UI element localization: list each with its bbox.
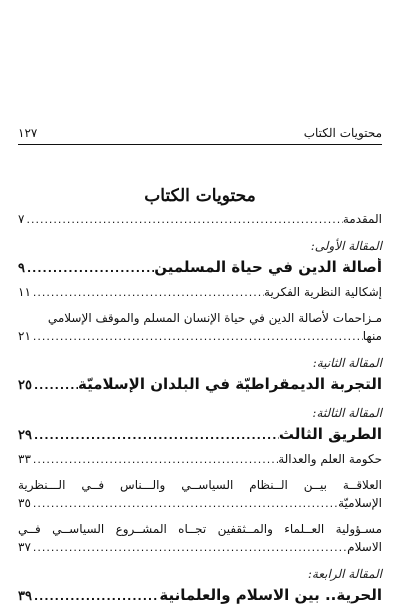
toc-entry-title: التجربة الديمقراطيّة في البلدان الإسلاميّة	[78, 375, 382, 393]
toc-entry[interactable]	[18, 285, 382, 308]
toc-entry[interactable]	[18, 496, 382, 519]
toc-entry-page: ٣٩	[18, 589, 32, 604]
toc-entry[interactable]	[18, 452, 382, 475]
toc-entry-page: ٩	[18, 261, 25, 276]
toc-entry-page: ٣٣	[18, 452, 31, 466]
toc-entry-title: إشكالية النظرية الفكرية	[264, 285, 382, 299]
toc-main-entry-4[interactable]	[18, 586, 382, 613]
toc-entry[interactable]	[18, 540, 382, 563]
table-of-contents	[18, 212, 382, 613]
section-label-4: المقالة الرابعة:	[307, 567, 382, 581]
toc-entry-title: حكومة العلم والعدالة	[278, 452, 382, 466]
dot-leader	[33, 453, 278, 466]
section-label-3: المقالة الثالثة:	[312, 406, 382, 420]
toc-entry-page: ٣٧	[18, 540, 31, 554]
running-header-page-number: ١٢٧	[18, 126, 38, 140]
toc-entry-page: ٢٥	[18, 378, 32, 393]
toc-main-entry-1[interactable]	[18, 258, 382, 285]
running-header-title: محتويات الكتاب	[303, 126, 382, 140]
dot-leader	[34, 590, 159, 603]
toc-entry-title: الإسلاميّة	[338, 496, 382, 510]
toc-entry-wrapped-line[interactable]: مسـؤولية العــلماء والمــثقفين تجــاه المشــروع السياســي فــي	[18, 522, 382, 536]
dot-leader	[33, 497, 338, 510]
toc-entry-title: منها	[362, 329, 382, 343]
section-label-2: المقالة الثانية:	[312, 356, 382, 370]
running-header	[18, 122, 382, 140]
toc-entry[interactable]	[18, 329, 382, 352]
toc-entry-page: ٢١	[18, 329, 31, 343]
toc-entry-page: ٣٥	[18, 496, 31, 510]
toc-entry-wrapped-line[interactable]: مـزاحمات لأصالة الدين في حياة الإنسان المسلم والموقف الإسلامي	[47, 311, 382, 325]
header-rule	[18, 144, 382, 145]
dot-leader	[33, 541, 347, 554]
dot-leader	[34, 429, 279, 442]
toc-entry-page: ١١	[18, 285, 31, 299]
dot-leader	[27, 262, 154, 275]
toc-entry-title: الحرية.. بين الاسلام والعلمانية	[159, 586, 382, 604]
toc-main-entry-2[interactable]	[18, 375, 382, 402]
toc-entry-page: ٧	[18, 212, 25, 226]
toc-main-entry-3[interactable]	[18, 425, 382, 452]
toc-entry-title: الطريق الثالث	[278, 425, 382, 443]
dot-leader	[33, 330, 363, 343]
toc-entry-intro[interactable]	[18, 212, 382, 235]
dot-leader	[34, 379, 78, 392]
toc-entry-wrapped-line[interactable]: العلاقــة بيــن الــنظام السياســي والـــناس فــي الـــنظرية	[18, 478, 382, 492]
toc-entry-title: المقدمة	[342, 212, 382, 226]
page-title: محتويات الكتاب	[144, 186, 256, 206]
section-label-1: المقالة الأولى:	[310, 239, 382, 253]
toc-entry-page: ٢٩	[18, 428, 32, 443]
toc-entry-title: أصالة الدين في حياة المسلمين	[154, 258, 382, 276]
dot-leader	[26, 213, 342, 226]
dot-leader	[33, 286, 264, 299]
toc-entry-title: الاسلام	[347, 540, 382, 554]
